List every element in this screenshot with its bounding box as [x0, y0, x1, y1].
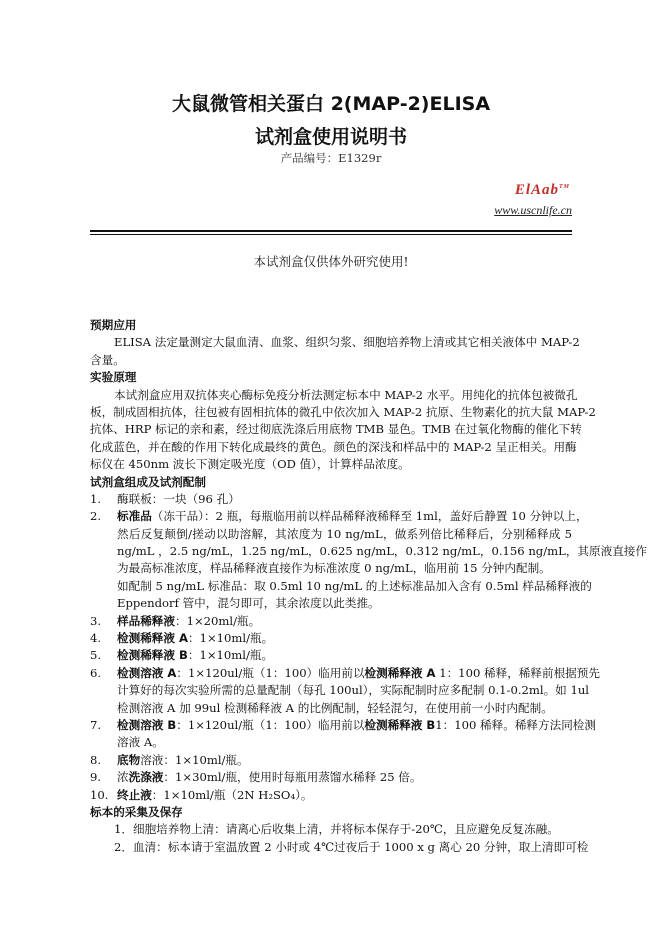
research-use-notice: 本试剂盒仅供体外研究使用! [253, 254, 409, 269]
list-number: 7. [90, 717, 102, 732]
list-item-continuation [90, 578, 592, 595]
text-run: ：1×10ml/瓶。 [187, 648, 274, 663]
bold-term: 检测溶液 B [117, 717, 177, 732]
document-subtitle: 试剂盒使用说明书 [254, 126, 407, 148]
list-item [90, 647, 572, 664]
paragraph-line [90, 839, 589, 856]
text-run: 如配制 5 ng/mL 标准品：取 0.5ml 10 ng/mL 的上述标准品加入含有 0.5ml 样品稀释液的 [117, 578, 592, 593]
list-item [90, 491, 572, 508]
text-run: ：1×10ml/瓶。 [187, 631, 274, 646]
text-run: 标仪在 450nm 波长下测定吸光度（OD 值），计算样品浓度。 [90, 457, 410, 472]
logo-tm: TM [559, 184, 570, 190]
brand-logo [515, 182, 570, 199]
text-run: 2．血清：标本请于室温放置 2 小时或 4℃过夜后于 1000 x g 离心 20 分钟，取上清即可检 [114, 839, 589, 854]
text-run: 试剂盒组成及试剂配制 [90, 474, 206, 489]
bold-term: 样品稀释液 [117, 613, 175, 628]
text-run: 实验原理 [90, 370, 137, 385]
paragraph-line [90, 821, 572, 838]
text-run: 计算好的每次实验所需的总量配制（每孔 100ul），实际配制时应多配制 0.1-0.2ml。如 1ul [117, 683, 590, 698]
text-run: ：1×10ml/瓶（2N H₂SO₄）。 [151, 787, 313, 802]
text-run: ng/mL ，2.5 ng/mL，1.25 ng/mL，0.625 ng/mL，0.312 ng/mL，0.156 ng/mL，其原液直接作 [117, 544, 647, 559]
section-heading [90, 474, 572, 491]
text-run: 浓 [117, 770, 129, 785]
list-item-continuation [90, 595, 572, 612]
document-body [90, 317, 647, 856]
list-item-continuation [90, 526, 572, 543]
text-run: 溶液 A。 [117, 735, 164, 750]
list-number: 3. [90, 613, 102, 628]
list-number: 2. [90, 509, 102, 524]
text-run: 检测溶液 A 加 99ul 检测稀释液 A 的比例配制，轻轻混匀，在使用前一小时内配制。 [117, 700, 553, 715]
list-item-continuation [90, 560, 572, 577]
text-run: ：1×120ul/瓶（1：100）临用前以 [176, 717, 365, 732]
bold-term: 检测溶液 A [117, 665, 177, 680]
text-run: ：1×30ml/瓶，使用时每瓶用蒸馏水稀释 25 倍。 [163, 770, 422, 785]
list-item [90, 613, 572, 630]
section-heading [90, 369, 572, 386]
list-number: 5. [90, 648, 102, 663]
list-number: 1. [90, 491, 102, 506]
list-number: 9. [90, 770, 102, 785]
text-run: 1：100 稀释。稀释方法同检测 [435, 717, 596, 732]
text-run: 板，制成固相抗体，往包被有固相抗体的微孔中依次加入 MAP-2 抗原、生物素化的抗大鼠 MAP-2 [90, 404, 596, 419]
paragraph-line [90, 334, 580, 351]
text-run: 1：100 稀释，稀释前根据预先 [435, 665, 600, 680]
text-run: 预期应用 [90, 318, 137, 332]
list-item-continuation [90, 543, 647, 560]
text-run: 抗体、HRP 标记的亲和素，经过彻底洗涤后用底物 TMB 显色。TMB 在过氧化物酶的催化下转 [90, 422, 582, 437]
list-number: 8. [90, 752, 102, 767]
text-run: 然后反复颠倒/搓动以助溶解，其浓度为 10 ng/mL，做系列倍比稀释后，分别稀释成 5 [117, 526, 572, 541]
bold-term: 终止液 [117, 787, 152, 802]
bold-term: 检测稀释液 A [117, 631, 188, 646]
list-item [90, 630, 572, 647]
bold-term: 底物 [117, 752, 141, 767]
text-run: 标本的采集及保存 [90, 804, 183, 819]
paragraph-line [90, 387, 578, 404]
list-number: 6. [90, 665, 102, 680]
section-heading [90, 317, 572, 334]
list-item [90, 752, 572, 769]
text-run: ELISA 法定量测定大鼠血清、血浆、组织匀浆、细胞培养物上清或其它相关液体中 MAP-2 [114, 335, 580, 350]
document-title: 大鼠微管相关蛋白 2(MAP-2)ELISA [171, 93, 491, 115]
list-item [90, 665, 600, 682]
double-divider [90, 230, 572, 235]
paragraph-line [90, 456, 572, 473]
paragraph-line [90, 404, 596, 421]
text-run: 本试剂盒应用双抗体夹心酶标免疫分析法测定标本中 MAP-2 水平。用纯化的抗体包被微孔 [114, 387, 578, 402]
list-number: 4. [90, 631, 102, 646]
list-item [90, 769, 572, 786]
bold-term: 检测稀释液 B [117, 648, 188, 663]
list-number: 10. [90, 787, 109, 802]
list-item [90, 717, 596, 734]
text-run: 酶联板：一块（96 孔） [117, 491, 240, 506]
bold-term: 标准品 [117, 509, 152, 524]
paragraph-line [90, 421, 582, 438]
list-item [90, 787, 572, 804]
product-number: 产品编号：E1329r [280, 151, 382, 165]
text-run: ：1×20ml/瓶。 [174, 613, 261, 628]
text-run: Eppendorf 管中，混匀即可，其余浓度以此类推。 [117, 596, 380, 611]
paragraph-line [90, 439, 577, 456]
text-run: （冻干品）：2 瓶，每瓶临用前以样品稀释液稀释至 1ml，盖好后静置 10 分钟以上， [151, 509, 588, 524]
text-run: 含量。 [90, 352, 125, 367]
bold-term: 洗涤液 [128, 770, 164, 785]
logo-text: ElAab [514, 182, 559, 198]
website-link[interactable]: www.uscnlife.cn [494, 203, 572, 217]
text-run: 为最高标准浓度，样品稀释液直接作为标准浓度 0 ng/mL，临用前 15 分钟内配制。 [117, 561, 551, 576]
text-run: 溶液：1×10ml/瓶。 [140, 752, 249, 767]
list-item-continuation [90, 700, 572, 717]
paragraph-line [90, 352, 572, 369]
section-heading [90, 804, 572, 821]
list-item-continuation [90, 682, 590, 699]
list-item-continuation [90, 734, 572, 751]
text-run: 1．细胞培养物上清：请离心后收集上清，并将标本保存于-20℃，且应避免反复冻融。 [114, 822, 559, 837]
list-item [90, 508, 588, 525]
bold-term: 检测稀释液 B [364, 717, 436, 732]
bold-term: 检测稀释液 A [364, 665, 436, 680]
text-run: ：1×120ul/瓶（1：100）临用前以 [176, 665, 365, 680]
text-run: 化成蓝色，并在酸的作用下转化成最终的黄色。颜色的深浅和样品中的 MAP-2 呈正相关。用酶 [90, 439, 577, 454]
